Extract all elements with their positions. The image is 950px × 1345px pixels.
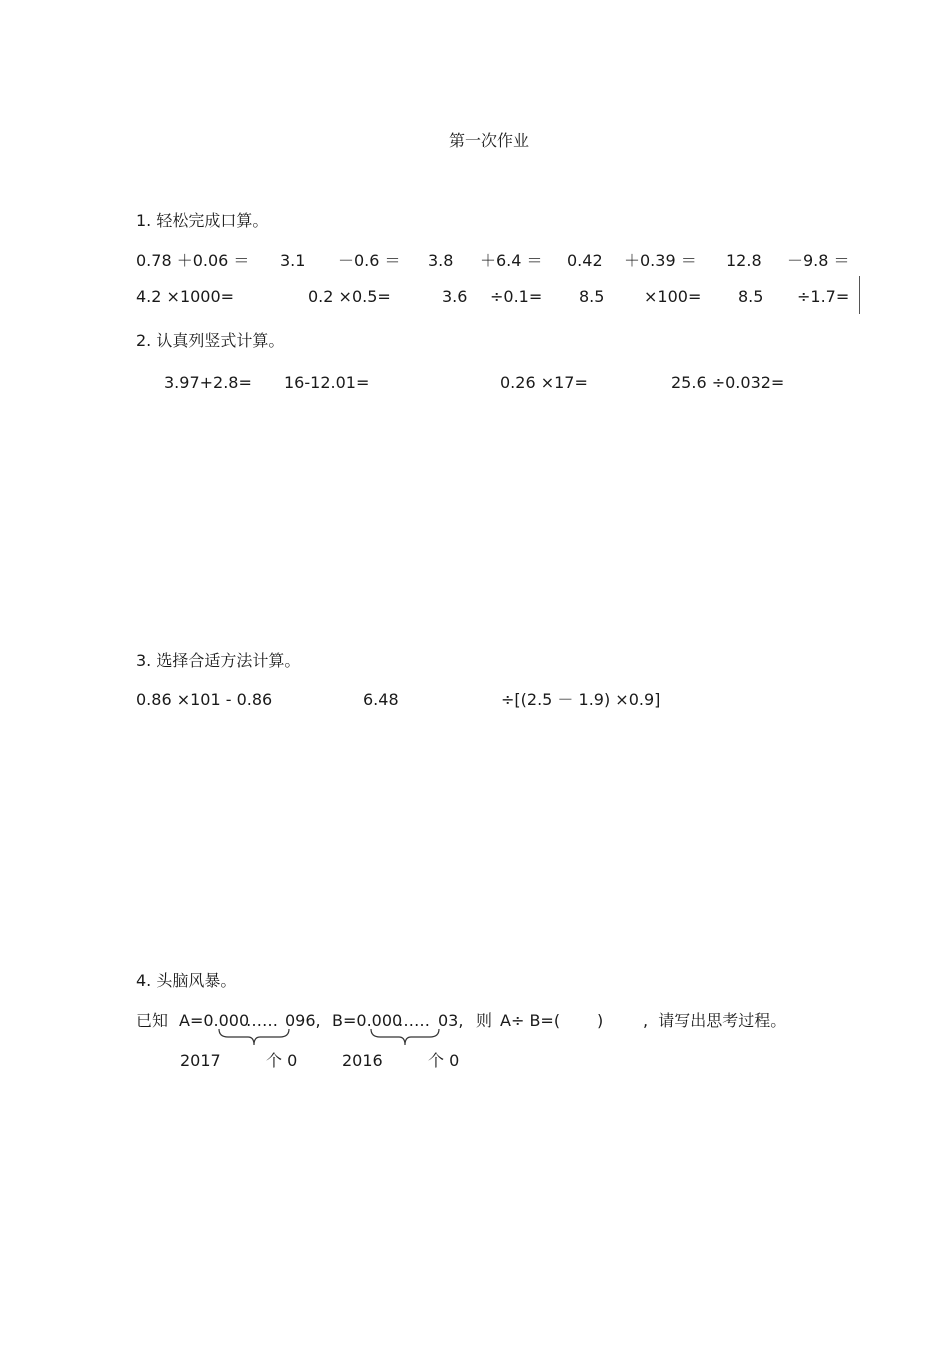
q2-item-2: 16-12.01= (284, 373, 370, 392)
q1-r2-expr4-a: 8.5 (579, 287, 605, 306)
q4-brace-a-count: 2017 (180, 1051, 221, 1070)
page-title: 第一次作业 (449, 131, 530, 150)
q1-r1-expr3-b: ＋6.4 ＝ (480, 251, 543, 270)
q1-r1-expr2-b: －0.6 ＝ (338, 251, 401, 270)
margin-rule (859, 276, 860, 314)
q2-item-3: 0.26 ×17= (500, 373, 588, 392)
q4-b-prefix: B=0.000 (332, 1011, 403, 1030)
q1-r2-expr2: 0.2 ×0.5= (308, 287, 391, 306)
q1-r1-expr5-b: －9.8 ＝ (787, 251, 850, 270)
q3-heading: 3. 选择合适方法计算。 (136, 651, 301, 670)
q4-a-prefix: A=0.000 (179, 1011, 250, 1030)
q1-r2-expr3-b: ÷0.1= (490, 287, 543, 306)
q4-heading: 4. 头脑风暴。 (136, 971, 237, 990)
q1-r2-expr5-a: 8.5 (738, 287, 764, 306)
q2-item-4: 25.6 ÷0.032= (671, 373, 785, 392)
q1-r1-expr5-a: 12.8 (726, 251, 762, 270)
q4-a-ellipsis: …… (246, 1011, 278, 1030)
q4-brace-a-unit: 个 0 (266, 1051, 298, 1070)
q1-r1-expr4-b: ＋0.39 ＝ (624, 251, 697, 270)
q2-heading: 2. 认真列竖式计算。 (136, 331, 285, 350)
q4-then: 则 (476, 1011, 493, 1030)
q3-item-2-a: 6.48 (363, 690, 399, 709)
q4-question: A÷ B=( (500, 1011, 561, 1030)
q4-brace-b-unit: 个 0 (428, 1051, 460, 1070)
q4-b-ellipsis: …… (398, 1011, 430, 1030)
q4-brace-b-count: 2016 (342, 1051, 383, 1070)
q1-r2-expr1: 4.2 ×1000= (136, 287, 235, 306)
q1-r2-expr4-b: ×100= (644, 287, 702, 306)
q4-instruction: , 请写出思考过程。 (643, 1011, 787, 1030)
q1-r2-expr3-a: 3.6 (442, 287, 468, 306)
brace-a-icon (218, 1028, 290, 1046)
q1-r1-expr3-a: 3.8 (428, 251, 454, 270)
q1-r2-expr5-b: ÷1.7= (797, 287, 850, 306)
q2-item-1: 3.97+2.8= (164, 373, 252, 392)
q4-given: 已知 (136, 1011, 169, 1030)
q1-r1-expr2-a: 3.1 (280, 251, 306, 270)
q3-item-1: 0.86 ×101 - 0.86 (136, 690, 273, 709)
brace-b-icon (370, 1028, 440, 1046)
q1-r1-expr4-a: 0.42 (567, 251, 603, 270)
q1-heading: 1. 轻松完成口算。 (136, 211, 269, 230)
q4-answer-close: ) (597, 1011, 604, 1030)
q4-a-suffix: 096, (285, 1011, 321, 1030)
q3-item-2-b: ÷[(2.5 － 1.9) ×0.9] (501, 690, 661, 709)
q1-r1-expr1: 0.78 ＋0.06 ＝ (136, 251, 250, 270)
q4-b-suffix: 03, (438, 1011, 464, 1030)
